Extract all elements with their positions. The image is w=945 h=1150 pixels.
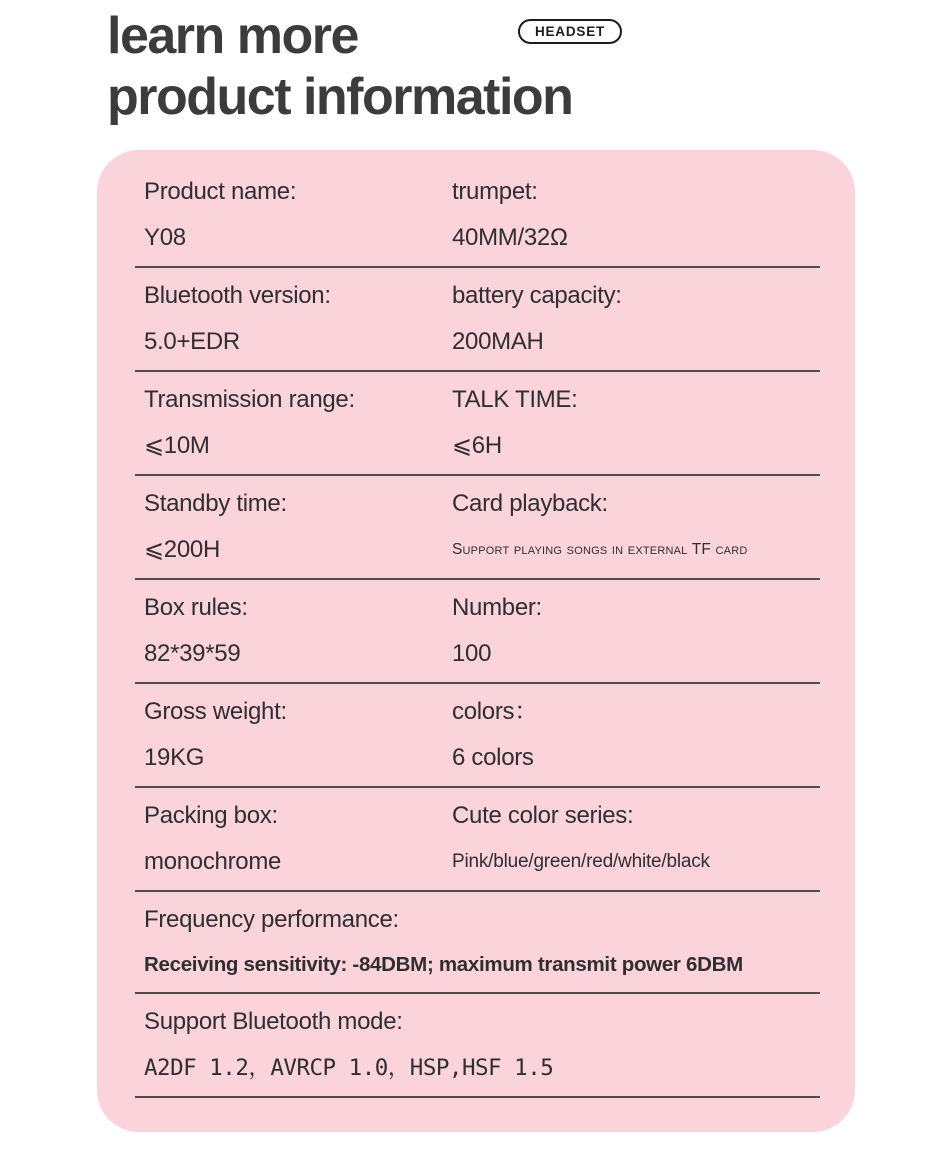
spec-row-bluetooth-battery — [97, 268, 855, 370]
spec-row-box-number — [97, 580, 855, 682]
divider — [135, 1096, 820, 1098]
spec-label: Transmission range: — [144, 386, 355, 413]
spec-cell — [144, 178, 452, 266]
spec-value: Pink/blue/green/red/white/black — [452, 851, 710, 872]
spec-label: battery capacity: — [452, 282, 622, 309]
spec-panel — [97, 150, 855, 1132]
spec-value: A2DF 1.2，AVRCP 1.0，HSP,HSF 1.5 — [144, 1055, 554, 1081]
spec-label: Number: — [452, 594, 542, 621]
spec-cell — [452, 698, 819, 786]
spec-label: trumpet: — [452, 178, 538, 205]
spec-label: colors： — [452, 698, 538, 725]
spec-value: 200MAH — [452, 328, 544, 355]
spec-row-frequency — [97, 892, 855, 992]
page-title-line2: product information — [107, 68, 573, 126]
spec-cell — [452, 490, 819, 578]
spec-row-weight-colors — [97, 684, 855, 786]
spec-label: Box rules: — [144, 594, 248, 621]
spec-label: Standby time: — [144, 490, 287, 517]
spec-value: ⩽10M — [144, 432, 210, 459]
spec-cell — [452, 386, 819, 474]
spec-row-packing-colorseries — [97, 788, 855, 890]
spec-value: ⩽200H — [144, 536, 220, 563]
spec-label: Gross weight: — [144, 698, 287, 725]
spec-label: Bluetooth version: — [144, 282, 331, 309]
spec-value: 6 colors — [452, 744, 534, 771]
spec-row-standby-playback — [97, 476, 855, 578]
spec-value: monochrome — [144, 848, 282, 875]
spec-value: 100 — [452, 640, 492, 667]
spec-value: Receiving sensitivity: -84DBM; maximum transmit power 6DBM — [144, 953, 743, 976]
spec-value: 82*39*59 — [144, 640, 241, 667]
spec-label: Product name: — [144, 178, 297, 205]
spec-label: TALK TIME: — [452, 386, 578, 413]
spec-cell — [144, 490, 452, 578]
spec-value: 40MM/32Ω — [452, 224, 568, 251]
spec-row-bluetooth-mode — [97, 994, 855, 1096]
spec-row-product-trumpet — [97, 164, 855, 266]
spec-label: Cute color series: — [452, 802, 634, 829]
spec-cell — [144, 802, 452, 890]
spec-label: Packing box: — [144, 802, 278, 829]
spec-row-range-talktime — [97, 372, 855, 474]
spec-cell — [452, 802, 819, 890]
spec-cell — [452, 178, 819, 266]
spec-cell — [144, 282, 452, 370]
spec-value: ⩽6H — [452, 432, 502, 459]
spec-label: Card playback: — [452, 490, 608, 517]
spec-cell — [144, 698, 452, 786]
spec-cell — [144, 594, 452, 682]
spec-cell — [452, 282, 819, 370]
page-title-line1: learn more — [107, 7, 358, 65]
spec-value: 5.0+EDR — [144, 328, 240, 355]
spec-label: Frequency performance: — [144, 906, 399, 933]
headset-badge-label: HEADSET — [534, 24, 606, 39]
headset-badge — [518, 19, 622, 44]
spec-cell — [144, 386, 452, 474]
spec-value: Support playing songs in external TF card — [452, 541, 748, 558]
spec-label: Support Bluetooth mode: — [144, 1008, 403, 1035]
spec-value: Y08 — [144, 224, 186, 251]
spec-value: 19KG — [144, 744, 205, 771]
spec-cell — [452, 594, 819, 682]
